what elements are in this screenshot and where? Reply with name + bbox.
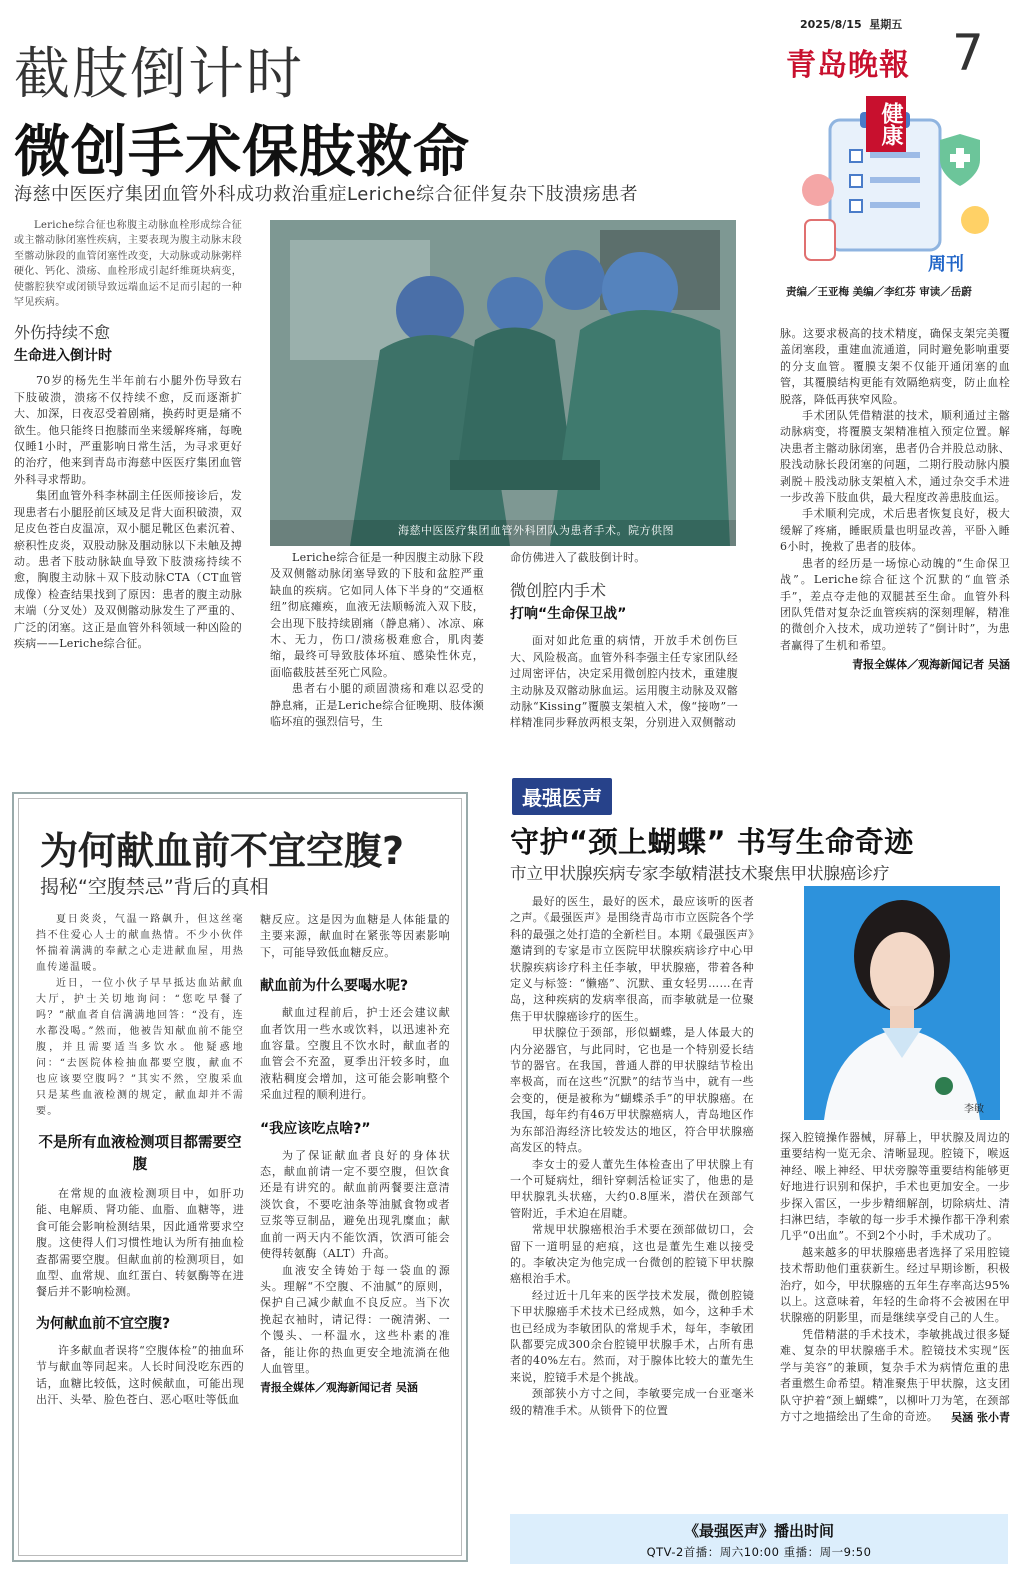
column-tag: 最强医声 [512,778,612,815]
article1-subhead1-line2: 生命进入倒计时 [14,348,112,365]
article1-subhead1-line1: 外伤持续不愈 [14,323,111,343]
article1-column4 [780,326,1010,672]
article3-paragraph: 李女士的爱人董先生体检查出了甲状腺上有一个可疑病灶，细针穿刺活检证实了，他患的是甲状腺乳头状癌，大约0.8厘米，潜伏在颈部气管附近，手术迫在眉睫。 [510,1157,754,1220]
article3-paragraph: 经过近十几年来的医学技术发展，微创腔镜下甲状腺癌手术技术已经成熟，如今，这种手术也已经成为李敏团队的常规手术，每年，李敏团队都要完成300余台腔镜甲状腺手术，占所有患者的40%左右。然而，对于腺体比较大的董先生来说，腔镜手术是个挑战。 [510,1288,754,1384]
article2-column2 [260,912,450,1395]
article1-intro: Leriche综合征也称腹主动脉血栓形成综合征或主髂动脉闭塞性疾病，主要表现为腹主动脉末段至髂动脉段的血管闭塞性改变，大动脉或动脉粥样硬化、钙化、溃疡、血栓形成引起纤维斑块病变，使髂腔狭窄或闭锁导致远端血运不足而引起的一种罕见疾病。 [14,220,242,309]
article3-deck: 市立甲状腺疾病专家李敏精湛技术聚焦甲状腺癌诊疗 [510,864,890,883]
article1-paragraph: 患者右小腿的顽固溃疡和难以忍受的静息痛，正是Leriche综合征晚期、肢体濒临坏疽的强烈信号，生 [270,682,484,729]
article2-byline: 青报全媒体／观海新闻记者 吴涵 [260,1381,418,1395]
portrait-image [804,886,1000,1120]
surgery-photo [270,220,736,546]
article1-deck: 海慈中医医疗集团血管外科成功救治重症Leriche综合征伴复杂下肢溃疡患者 [14,184,639,205]
article1-paragraph: 集团血管外科李林副主任医师接诊后，发现患者右小腿胫前区域及足背大面积破溃，双足皮色苍白皮温凉，双小腿足靴区色素沉着、瘀积性皮炎，双股动脉及腘动脉以下未触及搏动。患者下肢动脉缺血导致下肢溃疡持续不愈，胸腹主动脉＋双下肢动脉CTA（CT血管成像）检查结果找到了原因：患者的腹主动脉末端（分叉处）及双侧髂动脉发生了严重的、广泛的闭塞。这正是血管外科领域一种凶险的疾病——Leriche综合征。 [14,489,242,650]
paper-name: 青岛晚報 [786,48,910,83]
article1-headline2: 微创手术保肢救命 [14,120,470,185]
article2-headline: 为何献血前不宜空腹? [40,829,405,873]
article1-column2 [270,550,484,730]
article3-byline: 吴涵 张小青 [951,1411,1010,1425]
article1-headline1: 截肢倒计时 [14,42,304,107]
article2-paragraph: 糖反应。这是因为血糖是人体能量的主要来源，献血时在紧张等因素影响下，可能导致低血糖反应。 [260,913,450,959]
article2-paragraph: 夏日炎炎，气温一路飙升，但这丝毫挡不住爱心人士的献血热情。不少小伙伴怀揣着满满的奉献之心走进献血屋，用热血传递温暖。 [36,914,244,973]
weekday-text: 星期五 [869,18,903,31]
article1-byline: 青报全媒体／观海新闻记者 吴涵 [852,658,1010,672]
section-title: 健康 [866,96,906,152]
article3-headline: 守护“颈上蝴蝶” 书写生命奇迹 [510,825,914,859]
article1-paragraph: Leriche综合征是一种因腹主动脉下段及双侧髂动脉闭塞导致的下肢和盆腔严重缺血的疾病。它如同人体下半身的“交通枢纽”彻底瘫痪，血液无法顺畅流入双下肢，会出现下肢持续剧痛（静息痛）、冰凉、麻木、无力，伤口/溃疡极难愈合，肌肉萎缩，最终可导致肢体坏疽、感染性休克，面临截肢甚至死亡风险。 [270,551,484,679]
article3-paragraph: 凭借精湛的手术技术，李敏挑战过很多疑难、复杂的甲状腺癌手术。腔镜技术实现“医学与美容”的兼顾，复杂手术为病情危重的患者重燃生命希望。精准聚焦于甲状腺，这支团队守护着“颈上蝴蝶”，以柳叶刀为笔，在颈部方寸之地描绘出了生命的奇迹。 [780,1327,1010,1423]
issue-date [800,16,902,32]
page-number: 7 [952,24,984,82]
doctor-portrait [804,886,1000,1120]
photo-caption: 海慈中医医疗集团血管外科团队为患者手术。院方供图 [398,524,674,537]
article1-paragraph: 面对如此危重的病情，开放手术创伤巨大、风险极高。血管外科李强主任专家团队经过周密评估，决定采用微创腔内技术，重建腹主动脉及双髂动脉血运。运用腹主动脉及双髂动脉“Kissing”覆膜支架植入术，像“接吻”一样精准同步释放两根支架，分别进入双侧髂动 [510,634,738,730]
article2-column1 [36,912,244,1408]
article1-column3 [510,550,738,732]
date-text: 2025/8/15 [800,18,862,31]
article1-paragraph: 手术团队凭借精湛的技术，顺利通过主髂动脉病变，将覆膜支架精准植入预定位置。解决患者主髂动脉闭塞，患者仍合并股总动脉、股浅动脉长段闭塞的问题，二期行股动脉内膜剥脱＋股浅动脉支架植入术，通过杂交手术进一步改善下肢血供，最大程度改善患肢血运。 [780,409,1010,505]
article1-column1 [14,218,242,652]
article3-paragraph: 甲状腺位于颈部，形似蝴蝶，是人体最大的内分泌器官，与此同时，它也是一个特别爱长结节的器官。在我国，普通人群的甲状腺结节检出率极高，而在这些“沉默”的结节当中，就有一些会变的，便是被称为“蝴蝶杀手”的甲状腺癌。在我国，每年约有46万甲状腺癌病人，青岛地区作为东部沿海经济比较发达的地区，符合甲状腺癌高发区的特点。 [510,1026,754,1155]
surgery-scene [270,220,736,546]
article3-paragraph: 越来越多的甲状腺癌患者选择了采用腔镜技术帮助他们重获新生。经过早期诊断，积极治疗，如今，甲状腺癌的五年生存率高达95%以上。这意味着，年轻的生命将不会被困在甲状腺癌的阴影里，而是继续享受自己的人生。 [780,1245,1010,1325]
article2-paragraph: 血液安全铸始于每一袋血的源头。理解“不空腹、不油腻”的原则，保护自己减少献血不良反应。当下次挽起衣袖时，请记得：一碗清粥、一个馒头、一杯温水，这些朴素的准备，能让你的热血更安全地流淌在他人血管里。 [260,1263,450,1375]
article2-paragraph: 为了保证献血者良好的身体状态，献血前请一定不要空腹，但饮食还是有讲究的。献血前两餐要注意清淡饮食，不要吃油条等油腻食物或者豆浆等豆制品，避免出现乳糜血；献血前一两天内不能饮酒，饮酒可能会使得转氨酶（ALT）升高。 [260,1148,450,1261]
article3-paragraph: 常规甲状腺癌根治手术要在颈部做切口，会留下一道明显的疤痕，这也是董先生难以接受的。李敏决定为他完成一台微创的腔镜下甲状腺癌根治手术。 [510,1223,754,1286]
article3-paragraph: 颈部狭小方寸之间，李敏要完成一台亚毫米级的精准手术。从锁骨下的位置 [510,1387,754,1417]
article2-deck: 揭秘“空腹禁忌”背后的真相 [40,876,269,898]
article2-paragraph: 献血过程前后，护士还会建议献血者饮用一些水或饮料，以迅速补充血容量。空腹且不饮水时，献血者的血管会不充盈，夏季出汗较多时，血液粘稠度会增加，这可能会影响整个采血过程的顺利进行。 [260,1006,450,1102]
article3-paragraph: 探入腔镜操作器械，屏幕上，甲状腺及周边的重要结构一览无余、清晰显现。腔镜下，喉返神经、喉上神经、甲状旁腺等重要结构能够更好地进行识别和保护，手术也更加安全。一步步探入雷区，一步步精细解剖，切除病灶、清扫淋巴结，李敏的每一步手术操作都干净利索几乎“0出血”。不到2个小时，手术成功了。 [780,1131,1010,1243]
article1-paragraph: 手术顺利完成，术后患者恢复良好，极大缓解了疼痛，睡眠质量也明显改善，平卧入睡6小时，挽救了患者的肢体。 [780,507,1010,554]
broadcast-detail: QTV-2首播：周六10:00 重播：周一9:50 [646,1545,872,1559]
article1-paragraph: 命仿佛进入了截肢倒计时。 [510,551,646,564]
article1-paragraph: 患者的经历是一场惊心动魄的“生命保卫战”。Leriche综合征这个沉默的“血管杀手”，差点夺走他的双腿甚至生命。血管外科团队凭借对复杂泛血管疾病的深刻理解，精准的微创介入技术，成功逆转了“倒计时”，为患者赢得了生机和希望。 [780,556,1010,652]
portrait-name: 李敏 [964,1104,984,1115]
section-subtitle: 周刊 [928,254,964,275]
article2-subhead3: 献血前为什么要喝水呢? [260,978,409,995]
article2-paragraph: 在常规的血液检测项目中，如肝功能、电解质、肾功能、血脂、血糖等，进食可能会影响检测结果，因此通常要求空腹。这使得人们习惯性地认为所有抽血检查都需要空腹。但献血前的检测项目，如血型、血常规、血红蛋白、转氨酶等在进餐后并不影响检测。 [36,1187,244,1299]
article3-paragraph: 最好的医生，最好的医术，最应该听的医者之声。《最强医声》是围绕青岛市市立医院各个学科的最强之处打造的全新栏目。本期《最强医声》邀请到的专家是市立医院甲状腺疾病诊疗中心甲状腺疾病诊疗科主任李敏，甲状腺癌，带着各种定义与标签：“懒癌”、沉默、重女轻男……在青岛，这种疾病的发病率很高，而李敏就是一位聚焦于甲状腺癌诊疗的医生。 [510,895,754,1023]
article1-paragraph: 脉。这要求极高的技术精度，确保支架完美覆盖闭塞段，重建血流通道，同时避免影响重要的分支血管。覆膜支架不仅能开通闭塞的血管，其覆膜结构更能有效隔绝病变，防止血栓脱落，降低再狭窄风险。 [780,327,1010,406]
article2-subhead4: “我应该吃点啥?” [260,1120,371,1137]
article2-box [12,792,468,1562]
editor-credits: 责编／王亚梅 美编／李红芬 审读／岳蔚 [786,286,972,298]
broadcast-box [510,1514,1008,1564]
article2-paragraph: 许多献血者误将“空腹体检”的抽血环节与献血等同起来。人长时间没吃东西的话，血糖比较低，这时候献血，可能出现出汗、头晕、脸色苍白、恶心呕吐等低血 [36,1343,244,1407]
article2-paragraph: 近日，一位小伙子早早抵达血站献血大厅，护士关切地询问：“您吃早餐了吗？”献血者自信满满地回答：“没有，连水都没喝。”然而，他被告知献血前不能空腹，并且需要适当多饮水。他疑惑地问：“去医院体检抽血都要空腹，献血不也应该要空腹吗？”其实不然，空腹采血只是某些血液检测的规定，献血却并不需要。 [36,978,244,1117]
article2-subhead2: 为何献血前不宜空腹? [36,1315,171,1332]
article3-column2 [780,1130,1010,1425]
article1-subhead2-line2: 打响“生命保卫战” [510,606,627,623]
article1-paragraph: 70岁的杨先生半年前右小腿外伤导致右下肢破溃，溃疡不仅持续不愈，反而逐渐扩大、加深，日夜忍受着剧痛，换药时更是痛不欲生。他只能终日抱膝而坐来缓解疼痛，每晚仅睡1小时，严重影响日常生活，为寻求更好的治疗，他来到青岛市海慈中医医疗集团血管外科寻求帮助。 [14,374,242,486]
article3-column1 [510,894,754,1419]
article2-subhead1: 不是所有血液检测项目都需要空腹 [38,1135,242,1173]
broadcast-title: 《最强医声》播出时间 [683,1522,834,1540]
article1-subhead2-line1: 微创腔内手术 [510,581,607,601]
